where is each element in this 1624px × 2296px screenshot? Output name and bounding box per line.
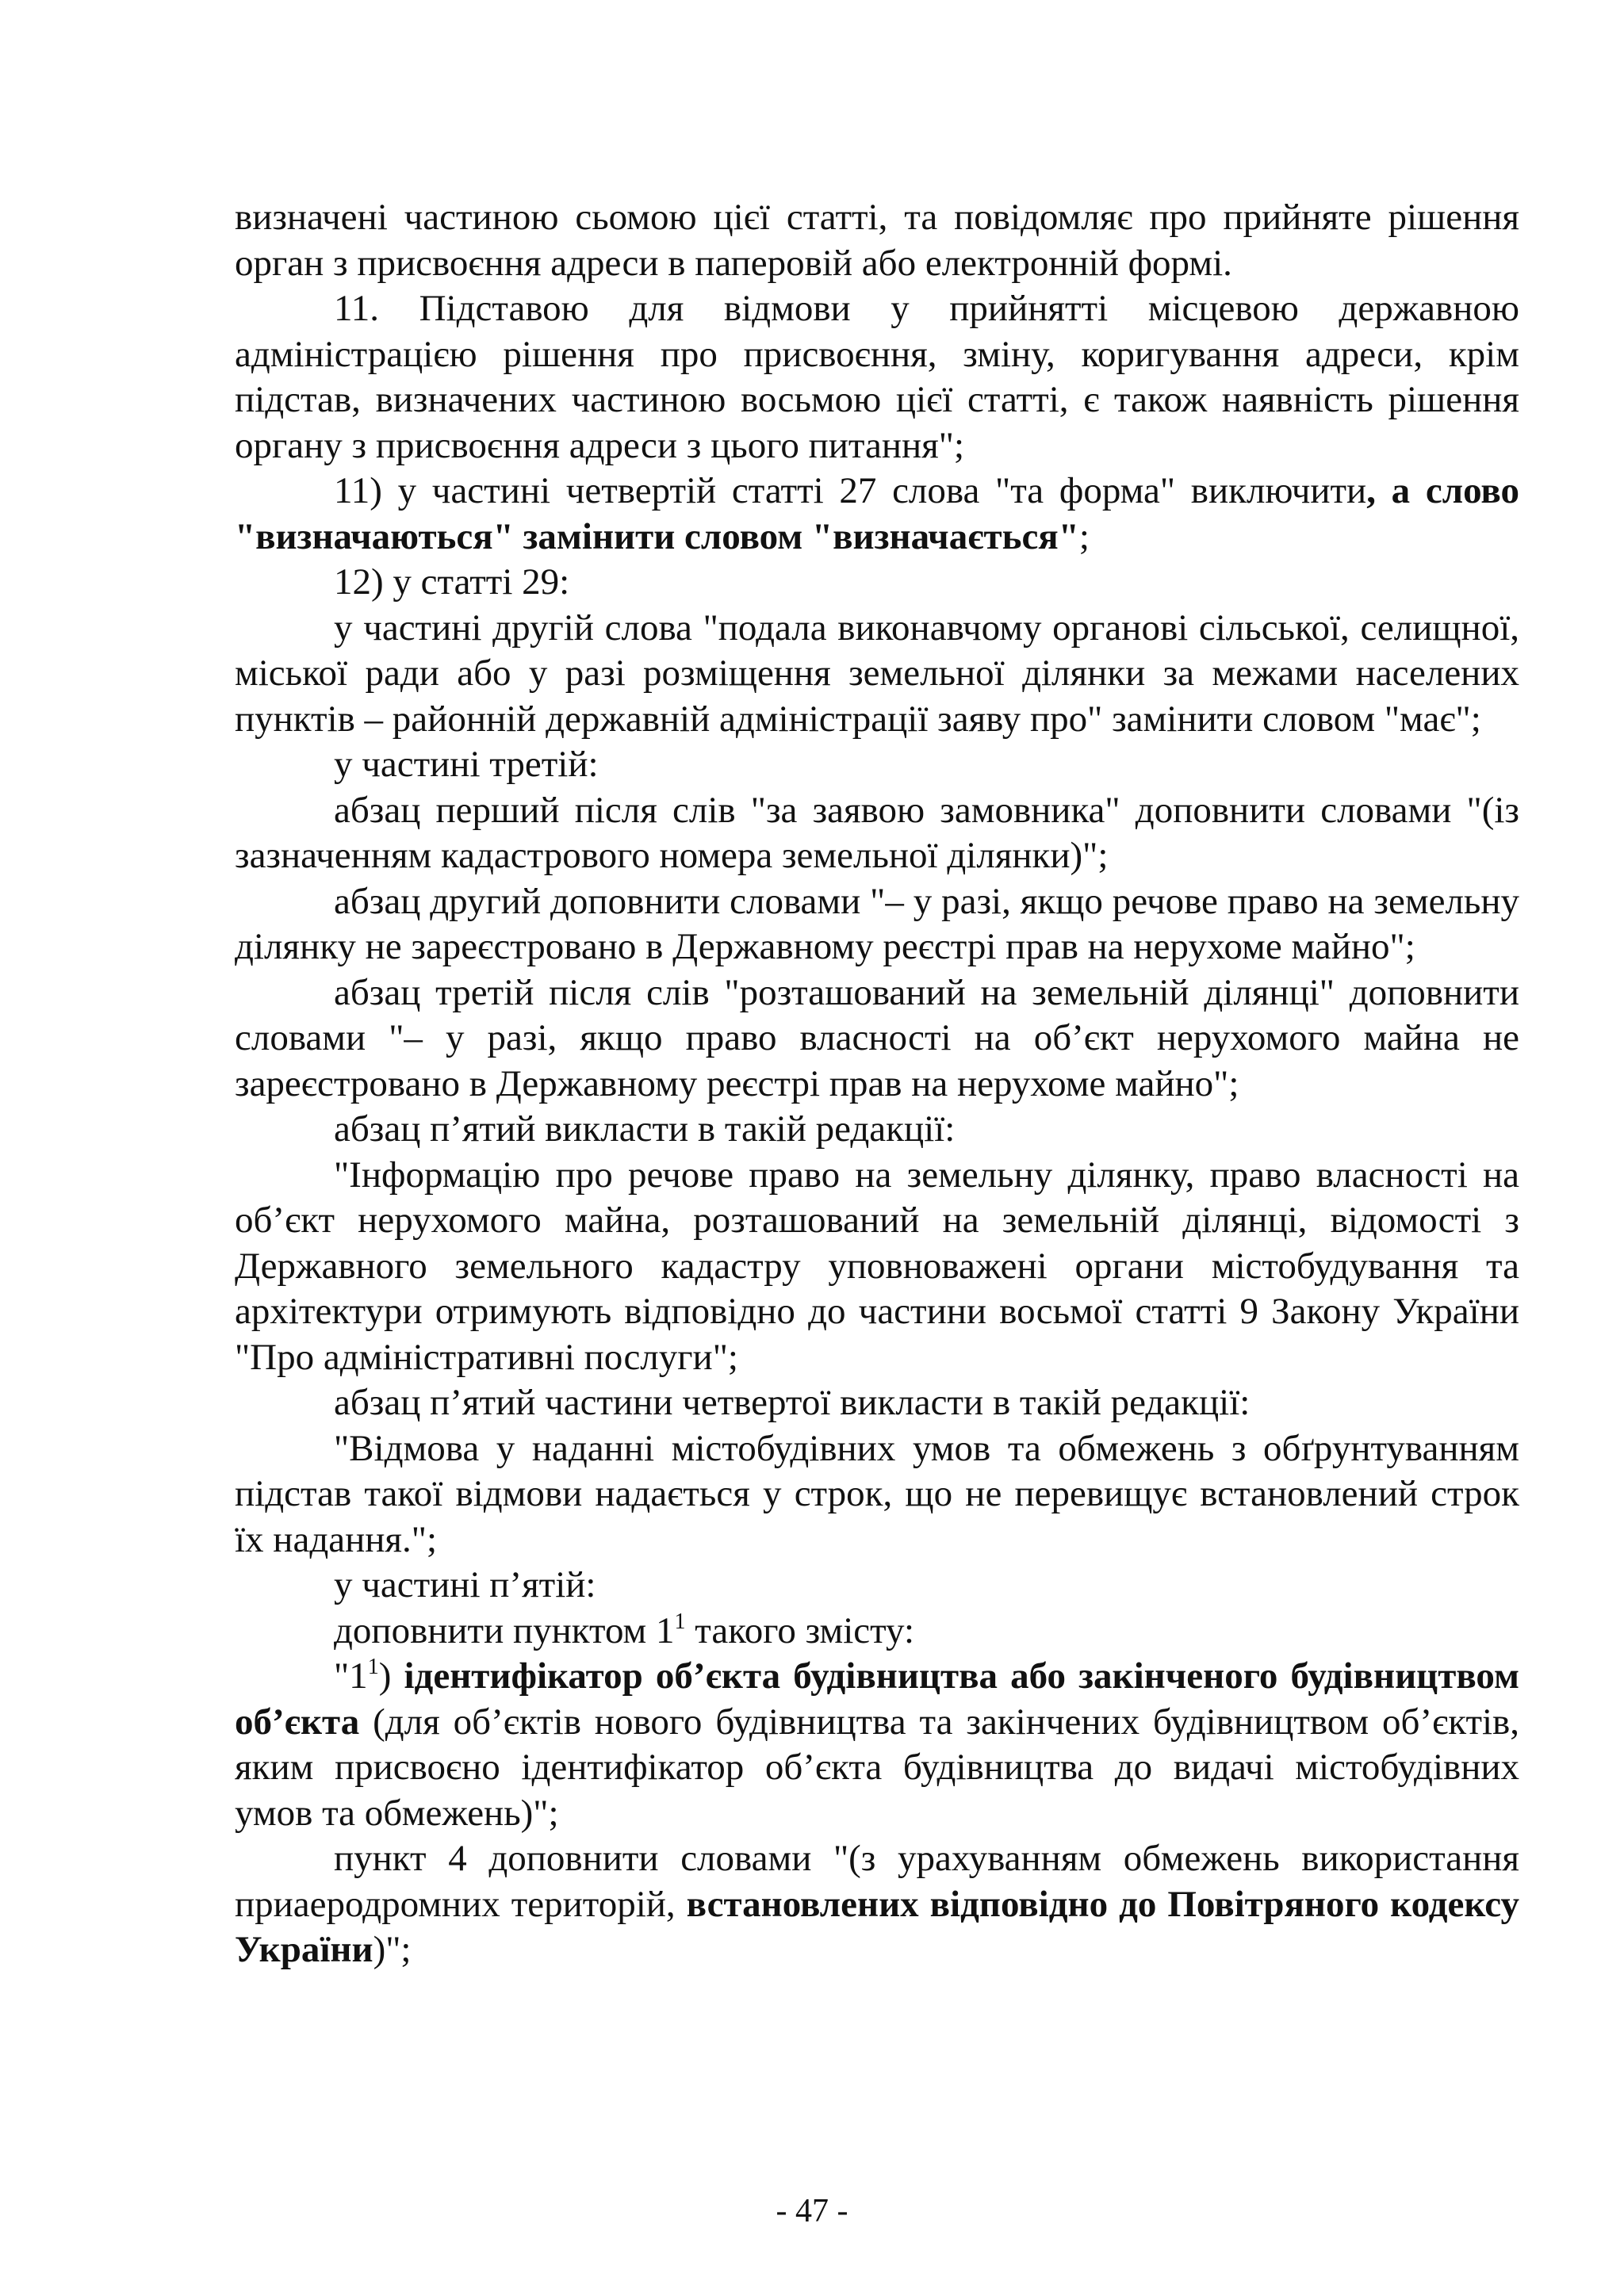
text-run: "Інформацію про речове право на земельну ділянку, право власності на об’єкт нерухомого майна, розташований на земельній ділянці, відомості з Державного земельного кадастру уповноважені органи містобудування та архітектури отримують відповідно до частини восьмої статті 9 Закону України "Про адміністративні послуги"; — [235, 1154, 1519, 1378]
text-run: 11. Підставою для відмови у прийнятті місцевою державною адміністрацією рішення про присвоєння, зміну, коригування адреси, крім підстав, визначених частиною восьмою цієї статті, є також наявність рішення органу з присвоєння адреси з цього питання"; — [235, 288, 1519, 466]
paragraph — [235, 1609, 1519, 1655]
bold-text: ідентифікатор об’єкта будівництва або закінченого будівництвом об’єкта — [235, 1655, 1519, 1743]
paragraph — [235, 1107, 1519, 1153]
paragraph — [235, 606, 1519, 743]
text-run: такого змісту: — [685, 1609, 914, 1651]
paragraph — [235, 1153, 1519, 1381]
text-run: абзац п’ятий частини четвертої викласти в такій редакції: — [334, 1382, 1251, 1423]
bold-text: , а слово "визначаються" замінити словом "визначається" — [235, 470, 1519, 557]
text-run: (для об’єктів нового будівництва та закінчених будівництвом об’єктів, яким присвоєно ідентифікатор об’єкта будівництва до видачі містобудівних умов та обмежень)"; — [235, 1701, 1519, 1834]
text-run: у частині третій: — [334, 744, 599, 785]
paragraph — [235, 1836, 1519, 1973]
paragraph — [235, 742, 1519, 788]
paragraph — [235, 195, 1519, 286]
paragraph — [235, 788, 1519, 879]
paragraph — [235, 1380, 1519, 1426]
text-run: ; — [1078, 515, 1090, 557]
text-run: "Відмова у наданні містобудівних умов та обмежень з обґрунтуванням підстав такої відмови надається у строк, що не перевищує встановлений строк їх надання."; — [235, 1427, 1519, 1560]
text-run: абзац перший після слів "за заявою замовника" доповнити словами "(із зазначенням кадастрового номера земельної ділянки)"; — [235, 789, 1519, 876]
paragraph — [235, 1654, 1519, 1836]
text-run: у частині другій слова "подала виконавчому органові сільської, селищної, міської ради або у разі розміщення земельної ділянки за межами населених пунктів – районній державній адміністрації заяву про" замінити словом "має"; — [235, 607, 1519, 740]
text-run: доповнити пунктом 1 — [334, 1609, 675, 1651]
paragraph — [235, 469, 1519, 560]
text-run: у частині п’ятій: — [334, 1564, 596, 1605]
document-body — [235, 195, 1519, 1973]
text-run: абзац третій після слів "розташований на земельній ділянці" доповнити словами "– у разі, якщо право власності на об’єкт нерухомого майна не зареєстровано в Державному реєстрі прав на нерухоме майно"; — [235, 971, 1519, 1104]
superscript: 1 — [674, 1609, 686, 1634]
paragraph — [235, 970, 1519, 1108]
text-run: 11) у частині четвертій статті 27 слова "та форма" виключити — [334, 470, 1367, 511]
page-number: - 47 - — [776, 2193, 848, 2229]
text-run: абзац п’ятий викласти в такій редакції: — [334, 1108, 956, 1150]
paragraph — [235, 286, 1519, 469]
paragraph — [235, 879, 1519, 970]
text-run: "1 — [334, 1655, 368, 1697]
text-run: )"; — [373, 1929, 412, 1970]
paragraph — [235, 1563, 1519, 1609]
text-run: 12) у статті 29: — [334, 561, 570, 603]
text-run: ) — [378, 1655, 404, 1697]
superscript: 1 — [367, 1655, 379, 1679]
text-run: абзац другий доповнити словами "– у разі, якщо речове право на земельну ділянку не зареєстровано в Державному реєстрі прав на нерухоме майно"; — [235, 880, 1519, 967]
text-run: пункт 4 доповнити словами "(з урахуванням обмежень використання приаеродромних територій, — [235, 1838, 1519, 1925]
bold-text: встановлених відповідно до Повітряного кодексу України — [235, 1883, 1520, 1970]
paragraph — [235, 560, 1519, 606]
paragraph — [235, 1426, 1519, 1563]
text-run: визначені частиною сьомою цієї статті, та повідомляє про прийняте рішення орган з присвоєння адреси в паперовій або електронній формі. — [235, 197, 1519, 284]
